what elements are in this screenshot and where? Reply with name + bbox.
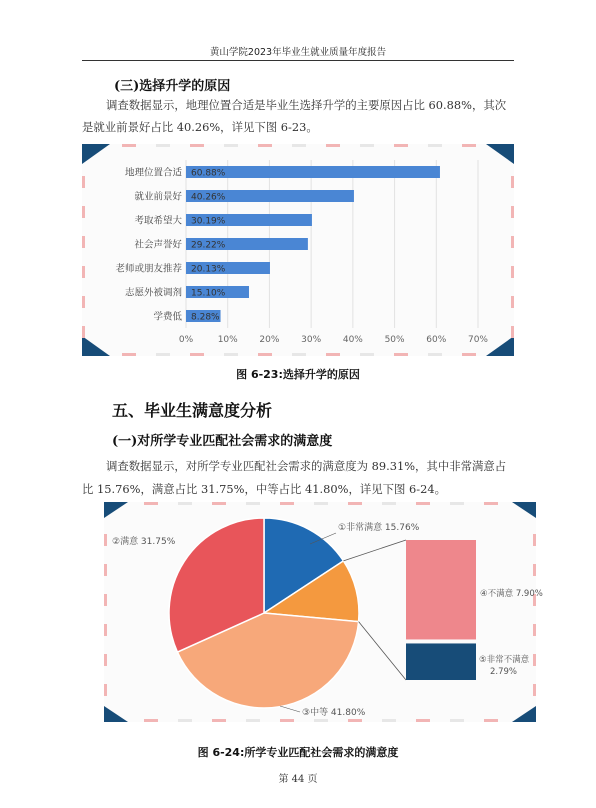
slice-label: ④不满意 7.90% xyxy=(480,589,543,599)
edge-dash xyxy=(82,236,85,248)
edge-dash xyxy=(280,502,294,505)
x-tick-label: 10% xyxy=(217,335,238,345)
slice-label: ③中等 41.80% xyxy=(302,708,366,718)
category-label: 社会声誉好 xyxy=(134,239,182,251)
x-tick-label: 50% xyxy=(384,335,405,345)
edge-dash xyxy=(314,719,328,722)
edge-dash xyxy=(511,206,514,218)
header-rule xyxy=(82,60,514,61)
section-heading-satisfaction: 五、毕业生满意度分析 xyxy=(112,401,273,420)
data-label: 20.13% xyxy=(191,264,226,275)
data-label: 60.88% xyxy=(191,168,226,179)
edge-dash xyxy=(224,144,238,147)
figure-caption: 图 6-24:所学专业匹配社会需求的满意度 xyxy=(197,746,399,759)
edge-dash xyxy=(190,353,204,356)
slice-label: ①非常满意 15.76% xyxy=(338,523,420,533)
category-label: 地理位置合适 xyxy=(124,167,182,179)
edge-dash xyxy=(348,719,362,722)
x-tick-label: 60% xyxy=(426,335,447,345)
edge-dash xyxy=(104,594,107,606)
edge-dash xyxy=(511,266,514,278)
edge-dash xyxy=(104,624,107,636)
edge-dash xyxy=(533,654,536,666)
paragraph-line: 调查数据显示，对所学专业匹配社会需求的满意度为 89.31%，其中非常满意占 xyxy=(106,459,507,473)
edge-dash xyxy=(246,502,260,505)
edge-dash xyxy=(82,206,85,218)
edge-dash xyxy=(122,144,136,147)
edge-dash xyxy=(82,296,85,308)
edge-dash xyxy=(484,502,498,505)
edge-dash xyxy=(212,502,226,505)
edge-dash xyxy=(360,353,374,356)
x-tick-label: 40% xyxy=(342,335,363,345)
edge-dash xyxy=(292,353,306,356)
edge-dash xyxy=(394,353,408,356)
edge-dash xyxy=(104,564,107,576)
data-label: 40.26% xyxy=(191,192,226,203)
x-tick-label: 30% xyxy=(301,335,322,345)
edge-dash xyxy=(190,144,204,147)
edge-dash xyxy=(326,353,340,356)
figure-6-23 xyxy=(82,144,514,356)
edge-dash xyxy=(292,144,306,147)
category-label: 老师或朋友推荐 xyxy=(115,263,182,275)
page-number: 第 44 页 xyxy=(278,774,318,785)
slice-label: 2.79% xyxy=(490,667,518,677)
slice-label: ②满意 31.75% xyxy=(112,537,176,547)
data-label: 8.28% xyxy=(191,312,220,323)
breakout-bar-segment xyxy=(406,540,476,639)
edge-dash xyxy=(212,719,226,722)
edge-dash xyxy=(258,353,272,356)
slice-label: ⑤非常不满意 xyxy=(479,655,530,665)
edge-dash xyxy=(144,719,158,722)
category-label: 考取希望大 xyxy=(134,215,182,227)
edge-dash xyxy=(82,176,85,188)
edge-dash xyxy=(382,502,396,505)
edge-dash xyxy=(416,719,430,722)
edge-dash xyxy=(82,326,85,338)
edge-dash xyxy=(462,353,476,356)
edge-dash xyxy=(382,719,396,722)
category-label: 学费低 xyxy=(153,311,182,323)
figure-caption: 图 6-23:选择升学的原因 xyxy=(236,368,360,381)
edge-dash xyxy=(82,266,85,278)
edge-dash xyxy=(511,326,514,338)
data-label: 15.10% xyxy=(191,288,226,299)
edge-dash xyxy=(144,502,158,505)
paragraph-line: 调查数据显示，地理位置合适是毕业生选择升学的主要原因占比 60.88%，其次 xyxy=(106,98,507,112)
edge-dash xyxy=(511,236,514,248)
edge-dash xyxy=(394,144,408,147)
edge-dash xyxy=(156,144,170,147)
figure-6-24 xyxy=(104,502,543,722)
data-label: 30.19% xyxy=(191,216,226,227)
edge-dash xyxy=(511,296,514,308)
paragraph-line: 比 15.76%，满意占比 31.75%，中等占比 41.80%，详见下图 6-24。 xyxy=(82,482,447,496)
edge-dash xyxy=(428,353,442,356)
pie-chart xyxy=(104,502,543,722)
x-tick-label: 70% xyxy=(467,335,489,345)
edge-dash xyxy=(246,719,260,722)
sub-heading-major-match: (一)对所学专业匹配社会需求的满意度 xyxy=(112,434,333,449)
edge-dash xyxy=(533,684,536,696)
running-header: 黄山学院2023年毕业生就业质量年度报告 xyxy=(209,47,387,58)
paragraph-line: 是就业前景好占比 40.26%，详见下图 6-23。 xyxy=(82,120,318,134)
edge-dash xyxy=(533,534,536,546)
category-label: 就业前景好 xyxy=(134,191,182,203)
edge-dash xyxy=(360,144,374,147)
edge-dash xyxy=(280,719,294,722)
edge-dash xyxy=(224,353,238,356)
edge-dash xyxy=(348,502,362,505)
edge-dash xyxy=(178,502,192,505)
edge-dash xyxy=(416,502,430,505)
x-tick-label: 20% xyxy=(259,335,280,345)
breakout-bar-segment xyxy=(406,643,476,680)
bar-chart xyxy=(82,144,514,356)
edge-dash xyxy=(533,564,536,576)
x-tick-label: 0% xyxy=(178,335,194,345)
category-label: 志愿外被调剂 xyxy=(124,287,182,299)
edge-dash xyxy=(122,353,136,356)
edge-dash xyxy=(104,654,107,666)
edge-dash xyxy=(450,719,464,722)
edge-dash xyxy=(314,502,328,505)
edge-dash xyxy=(104,684,107,696)
edge-dash xyxy=(104,534,107,546)
edge-dash xyxy=(533,624,536,636)
edge-dash xyxy=(428,144,442,147)
edge-dash xyxy=(484,719,498,722)
edge-dash xyxy=(326,144,340,147)
edge-dash xyxy=(511,176,514,188)
edge-dash xyxy=(156,353,170,356)
section-heading-upgrade-reasons: (三)选择升学的原因 xyxy=(114,79,231,94)
edge-dash xyxy=(462,144,476,147)
edge-dash xyxy=(258,144,272,147)
data-label: 29.22% xyxy=(191,240,226,251)
edge-dash xyxy=(450,502,464,505)
edge-dash xyxy=(178,719,192,722)
